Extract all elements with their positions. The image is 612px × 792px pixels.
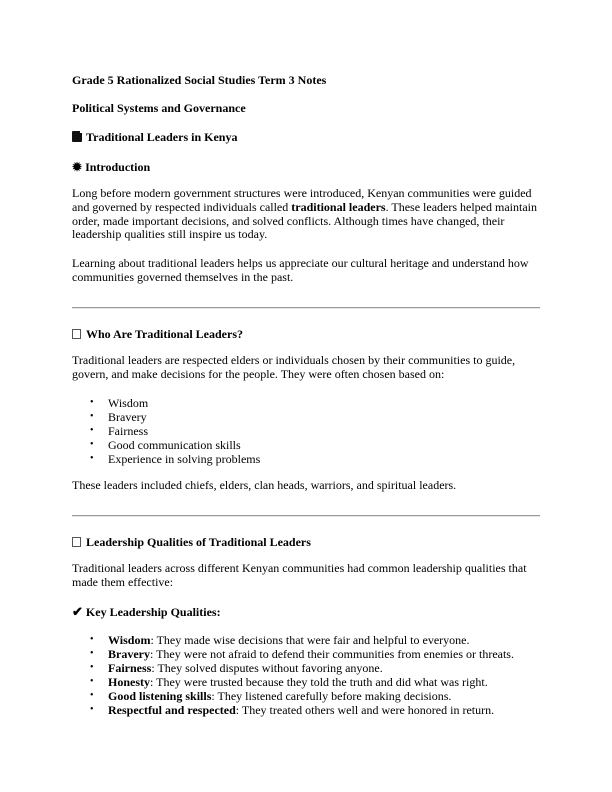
who-are-criteria-list xyxy=(72,396,260,466)
bullet-icon: • xyxy=(90,453,94,464)
bullet-icon: • xyxy=(90,676,94,687)
introduction-paragraph-2: Learning about traditional leaders helps us appreciate our cultural heritage and understand how communities governed themselves in the past. xyxy=(72,256,529,284)
key-qualities-heading-label: Key Leadership Qualities: xyxy=(85,605,221,619)
burst-icon: ✹ xyxy=(72,160,83,174)
intro-p1-text-after: . These leaders helped maintain order, made important decisions, and solved conflicts. Although times have changed, their leadership qualities still inspire us today. xyxy=(72,199,537,242)
list-item xyxy=(72,689,514,703)
who-are-closing: These leaders included chiefs, elders, clan heads, warriors, and spiritual leaders. xyxy=(72,478,457,492)
list-item xyxy=(72,675,514,689)
who-are-paragraph: Traditional leaders are respected elders or individuals chosen by their communities to guide, govern, and make decisions for the people. They were often chosen based on: xyxy=(72,353,516,381)
quality-description: : They were trusted because they told the truth and did what was right. xyxy=(150,675,488,689)
list-item xyxy=(72,661,514,675)
section-divider-1 xyxy=(72,307,540,309)
list-item xyxy=(72,633,514,647)
quality-term: Honesty xyxy=(108,675,150,689)
bullet-icon: • xyxy=(90,425,94,436)
quality-term: Bravery xyxy=(108,647,150,661)
key-qualities-list xyxy=(72,633,514,717)
bullet-icon: • xyxy=(90,411,94,422)
topic-heading xyxy=(72,130,237,144)
qualities-heading-label: Leadership Qualities of Traditional Leaders xyxy=(86,535,311,549)
list-item xyxy=(72,647,514,661)
introduction-heading-label: Introduction xyxy=(85,160,151,174)
bullet-icon: • xyxy=(90,704,94,715)
list-item-text: Wisdom xyxy=(108,396,149,410)
missing-glyph-box-icon xyxy=(72,537,81,547)
who-are-heading xyxy=(72,327,243,341)
list-item xyxy=(72,703,514,717)
bullet-icon: • xyxy=(90,648,94,659)
quality-term: Respectful and respected xyxy=(108,703,236,717)
list-item-text: Bravery xyxy=(108,410,147,424)
quality-term: Wisdom xyxy=(108,633,151,647)
document-title: Grade 5 Rationalized Social Studies Term 3 Notes xyxy=(72,73,327,87)
list-item-text: Fairness xyxy=(108,424,148,438)
qualities-heading xyxy=(72,535,311,549)
quality-description: : They solved disputes without favoring anyone. xyxy=(151,661,383,675)
section-divider-2 xyxy=(72,515,540,517)
missing-glyph-box-icon xyxy=(72,329,81,339)
document-subtitle: Political Systems and Governance xyxy=(72,101,246,115)
list-item xyxy=(72,424,260,438)
bullet-icon: • xyxy=(90,662,94,673)
introduction-heading xyxy=(72,160,150,174)
intro-p1-text-before: Long before modern government structures were introduced, Kenyan communities were guided and governed by respected individuals called xyxy=(72,186,532,214)
list-item xyxy=(72,452,260,466)
intro-p1-bold-term: traditional leaders xyxy=(291,199,386,214)
qualities-paragraph: Traditional leaders across different Kenyan communities had common leadership qualities that made them effective: xyxy=(72,561,527,589)
quality-description: : They listened carefully before making decisions. xyxy=(211,689,452,703)
list-item xyxy=(72,438,260,452)
bullet-icon: • xyxy=(90,634,94,645)
bullet-icon: • xyxy=(90,439,94,450)
bullet-icon: • xyxy=(90,397,94,408)
topic-heading-label: Traditional Leaders in Kenya xyxy=(86,130,238,144)
book-icon xyxy=(72,131,82,142)
bullet-icon: • xyxy=(90,690,94,701)
quality-term: Fairness xyxy=(108,661,152,675)
list-item-text: Experience in solving problems xyxy=(108,452,261,466)
list-item-text: Good communication skills xyxy=(108,438,241,452)
quality-description: : They were not afraid to defend their communities from enemies or threats. xyxy=(149,647,514,661)
key-qualities-heading xyxy=(72,605,221,619)
who-are-heading-label: Who Are Traditional Leaders? xyxy=(86,327,244,341)
quality-description: : They made wise decisions that were fair and helpful to everyone. xyxy=(150,633,470,647)
list-item xyxy=(72,410,260,424)
quality-term: Good listening skills xyxy=(108,689,212,703)
list-item xyxy=(72,396,260,410)
introduction-paragraph-1 xyxy=(72,187,542,242)
quality-description: : They treated others well and were honored in return. xyxy=(235,703,495,717)
check-mark-icon: ✔ xyxy=(72,604,83,619)
